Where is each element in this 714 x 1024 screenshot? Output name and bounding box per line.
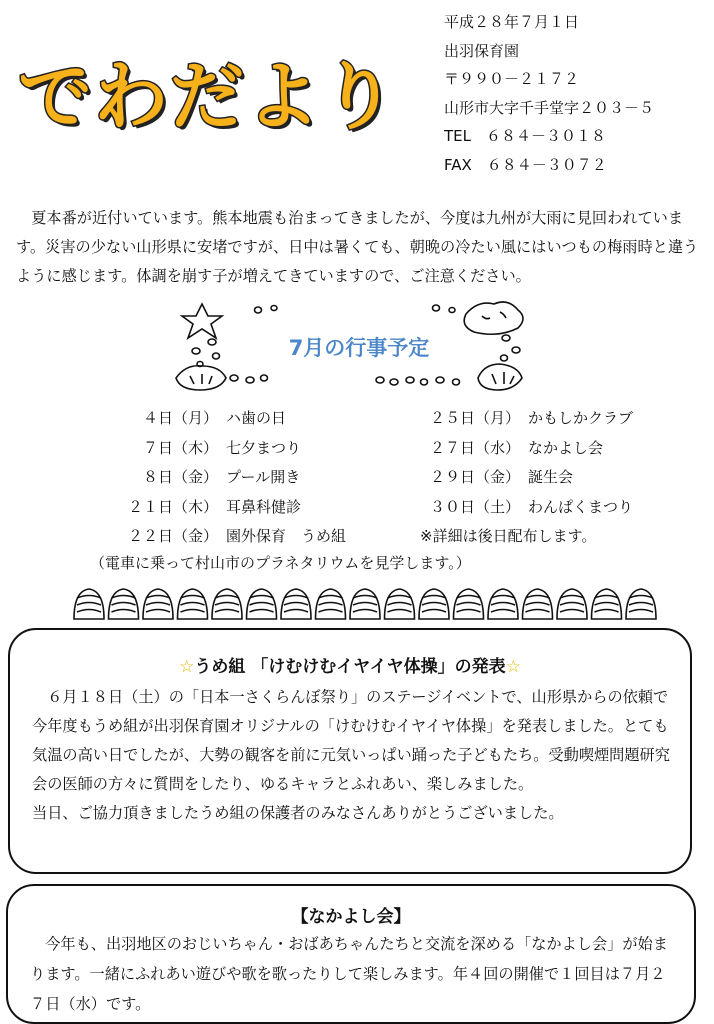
article-body	[10, 677, 690, 828]
article-paragraph: 当日、ご協力頂きましたうめ組の保護者のみなさんありがとうございました。	[32, 804, 564, 822]
shell-icon	[478, 364, 522, 390]
shell-border-decoration	[70, 585, 660, 625]
shell-row-icons	[70, 585, 660, 625]
event-item: ７日（木） 七夕まつり	[142, 438, 302, 457]
article-body	[8, 927, 694, 1019]
event-item: ２９日（金） 誕生会	[429, 468, 574, 486]
field-trip-note: （電車に乗って村山市のプラネタリウムを見学します。）	[90, 554, 471, 572]
organization-name: 出羽保育園	[444, 41, 520, 60]
intro-paragraph: 夏本番が近付いています。熊本地震も治まってきましたが、今度は九州が大雨に見回われています。災害の少ない山形県に安堵ですが、日中は暑くても、朝晩の冷たい風にはいつもの梅雨時と違うように感じます。体調を崩す子が増えてきていますので、ご注意ください。	[16, 209, 699, 285]
article-paragraph: 今年も、出羽地区のおじいちゃん・おばあちゃんたちと交流を深める「なかよし会」が始まります。一緒にふれあい遊びや歌を歌ったりして楽しみます。年４回の開催で１回目は７月２７日（水）です。	[30, 935, 668, 1013]
events-list-right	[420, 404, 633, 552]
event-item: ２７日（水） なかよし会	[429, 438, 604, 457]
issue-date: 平成２８年７月１日	[444, 13, 580, 31]
event-item: ２５日（月） かもしかクラブ	[429, 409, 634, 427]
telephone: TEL ６８４－３０１８	[444, 127, 606, 145]
events-title: 7月の行事予定	[288, 336, 430, 360]
address-block	[444, 8, 654, 179]
postal-code: 〒９９０－２１７２	[444, 70, 580, 88]
article-title: ☆うめ組 「けむけむイヤイヤ体操」の発表☆	[179, 657, 521, 677]
article-ume-gumi	[8, 628, 692, 874]
event-item: ２２日（金） 園外保育 うめ組	[127, 527, 347, 545]
event-note: ※詳細は後日配布します。	[420, 527, 597, 545]
street-address: 山形市大字千手堂字２０３－５	[444, 98, 655, 117]
events-heading-frame	[166, 296, 552, 396]
shell-icon	[464, 302, 523, 334]
newsletter-title: でわだより	[18, 54, 398, 140]
event-item: ８日（金） プール開き	[142, 468, 301, 486]
event-item: ２１日（木） 耳鼻科健診	[127, 497, 302, 516]
star-icon: ☆	[179, 657, 195, 677]
article-title: 【なかよし会】	[291, 907, 411, 927]
shell-icon	[176, 366, 226, 390]
events-list-left	[100, 404, 346, 552]
fax: FAX ６８４－３０７２	[444, 155, 607, 174]
article-nakayoshi-kai	[6, 884, 696, 1024]
event-item: ４日（月） ハ歯の日	[142, 409, 287, 427]
event-item: ３０日（土） わんぱくまつり	[429, 497, 634, 516]
article-paragraph: ６月１８日（土）の「日本一さくらんぼ祭り」のステージイベントで、山形県からの依頼で今年度もうめ組が出羽保育園オリジナルの「けむけむイヤイヤ体操」を発表しました。とても気温の高い日でしたが、大勢の観客を前に元気いっぱい踊った子どもたち。受動喫煙問題研究会の医師の方々に質問をしたり、ゆるキャラとふれあい、楽しみました。	[32, 688, 670, 793]
star-icon: ☆	[505, 657, 521, 677]
